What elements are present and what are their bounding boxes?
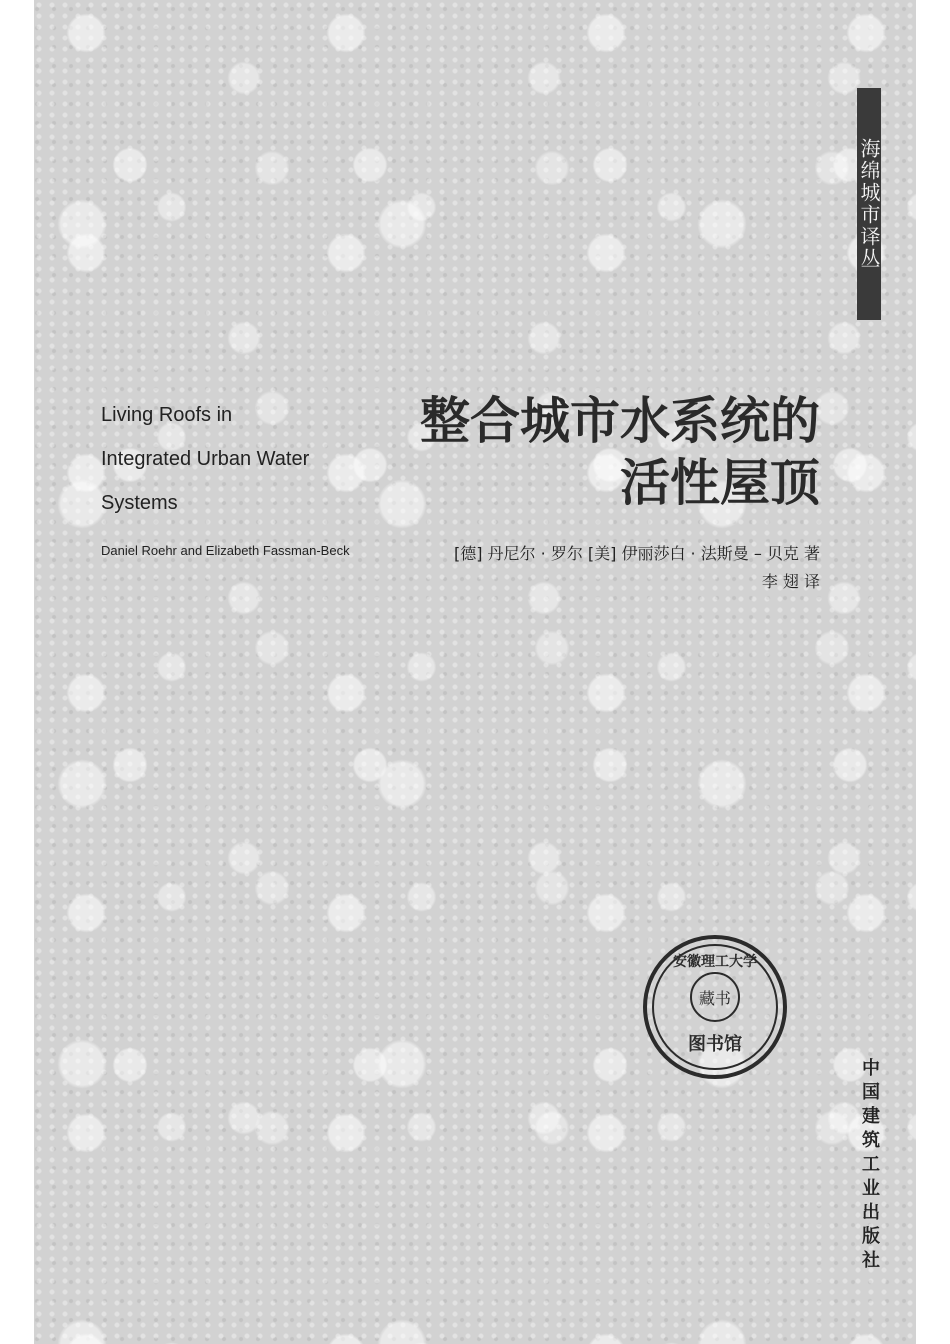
- english-authors: Daniel Roehr and Elizabeth Fassman-Beck: [101, 543, 350, 558]
- english-title-line-2: Integrated Urban Water: [101, 448, 310, 470]
- series-label: 海绵城市译丛: [857, 88, 881, 320]
- english-title: [101, 393, 401, 525]
- library-stamp: [640, 932, 790, 1082]
- chinese-authors: [德] 丹尼尔 · 罗尔 [美] 伊丽莎白 · 法斯曼 – 贝克 著: [453, 544, 820, 563]
- book-title-page: [34, 0, 916, 1344]
- chinese-title-line-1: 整合城市水系统的: [420, 392, 820, 450]
- stamp-bottom-text: 图书馆: [688, 1034, 742, 1055]
- translator: 李 翅 译: [761, 572, 820, 591]
- english-title-line-3: Systems: [101, 492, 178, 514]
- stamp-center-text: 藏书: [698, 989, 732, 1008]
- english-title-line-1: Living Roofs in: [101, 404, 233, 426]
- stamp-outer-text: 安徽理工大学: [673, 954, 757, 970]
- chinese-title: [420, 390, 820, 514]
- chinese-authors-block: [454, 540, 820, 596]
- chinese-title-line-2: 活性屋顶: [620, 454, 820, 512]
- publisher: 中国建筑工业出版社: [859, 1058, 880, 1274]
